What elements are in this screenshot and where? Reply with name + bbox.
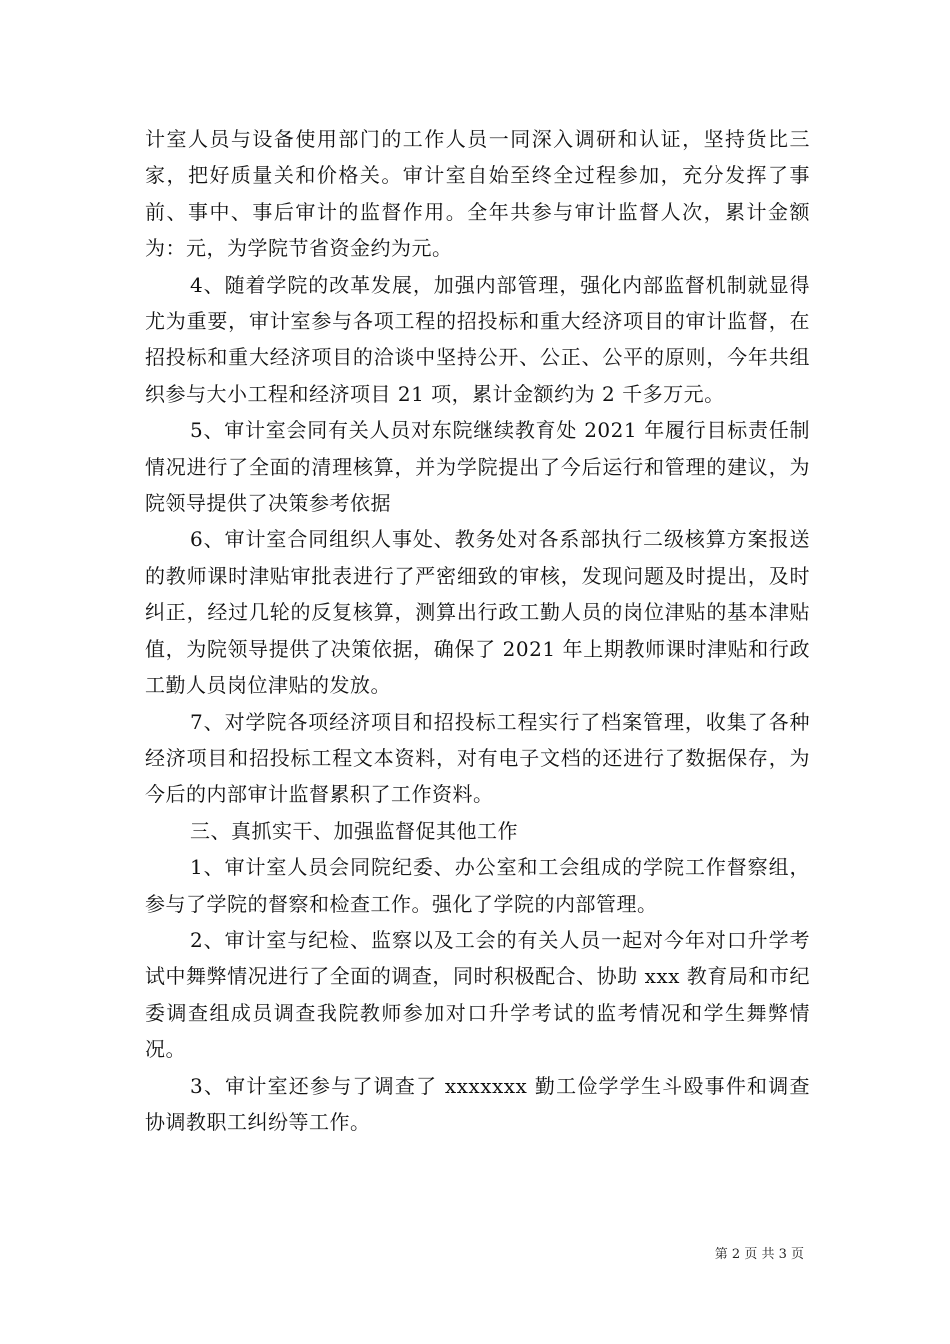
- paragraph-item-7: 7、对学院各项经济项目和招投标工程实行了档案管理，收集了各种经济项目和招投标工程文本资料，对有电子文档的还进行了数据保存，为今后的内部审计监督累积了工作资料。: [145, 709, 810, 807]
- paragraph-item-6: 6、审计室合同组织人事处、教务处对各系部执行二级核算方案报送的教师课时津贴审批表进行了严密细致的审核，发现问题及时提出，及时纠正，经过几轮的反复核算，测算出行政工勤人员的岗位津贴的基本津贴值，为院领导提供了决策依据，确保了 2021 年上期教师课时津贴和行政工勤人员岗位津贴的发放。: [145, 527, 810, 698]
- page-number-footer: 第 2 页 共 3 页: [714, 1247, 804, 1262]
- paragraph-section3-item-1: 1、审计室人员会同院纪委、办公室和工会组成的学院工作督察组，参与了学院的督察和检查工作。强化了学院的内部管理。: [145, 855, 810, 916]
- paragraph-item-5: 5、审计室会同有关人员对东院继续教育处 2021 年履行目标责任制情况进行了全面的清理核算，并为学院提出了今后运行和管理的建议，为院领导提供了决策参考依据: [145, 418, 810, 516]
- paragraph-item-4: 4、随着学院的改革发展，加强内部管理，强化内部监督机制就显得尤为重要，审计室参与各项工程的招投标和重大经济项目的审计监督，在招投标和重大经济项目的洽谈中坚持公开、公正、公平的原则，今年共组织参与大小工程和经济项目 21 项，累计金额约为 2 千多万元。: [145, 272, 810, 406]
- paragraph-section3-item-3: 3、审计室还参与了调查了 xxxxxxx 勤工俭学学生斗殴事件和调查协调教职工纠纷等工作。: [145, 1073, 810, 1134]
- paragraph-continuation: 计室人员与设备使用部门的工作人员一同深入调研和认证，坚持货比三家，把好质量关和价格关。审计室自始至终全过程参加，充分发挥了事前、事中、事后审计的监督作用。全年共参与审计监督人次，累计金额为：元，为学院节省资金约为元。: [145, 127, 810, 261]
- section-heading-3: 三、真抓实干、加强监督促其他工作: [190, 818, 518, 843]
- document-body: [145, 121, 810, 1140]
- paragraph-section3-item-2: 2、审计室与纪检、监察以及工会的有关人员一起对今年对口升学考试中舞弊情况进行了全面的调查，同时积极配合、协助 xxx 教育局和市纪委调查组成员调查我院教师参加对口升学考试的监考情况和学生舞弊情况。: [145, 927, 810, 1062]
